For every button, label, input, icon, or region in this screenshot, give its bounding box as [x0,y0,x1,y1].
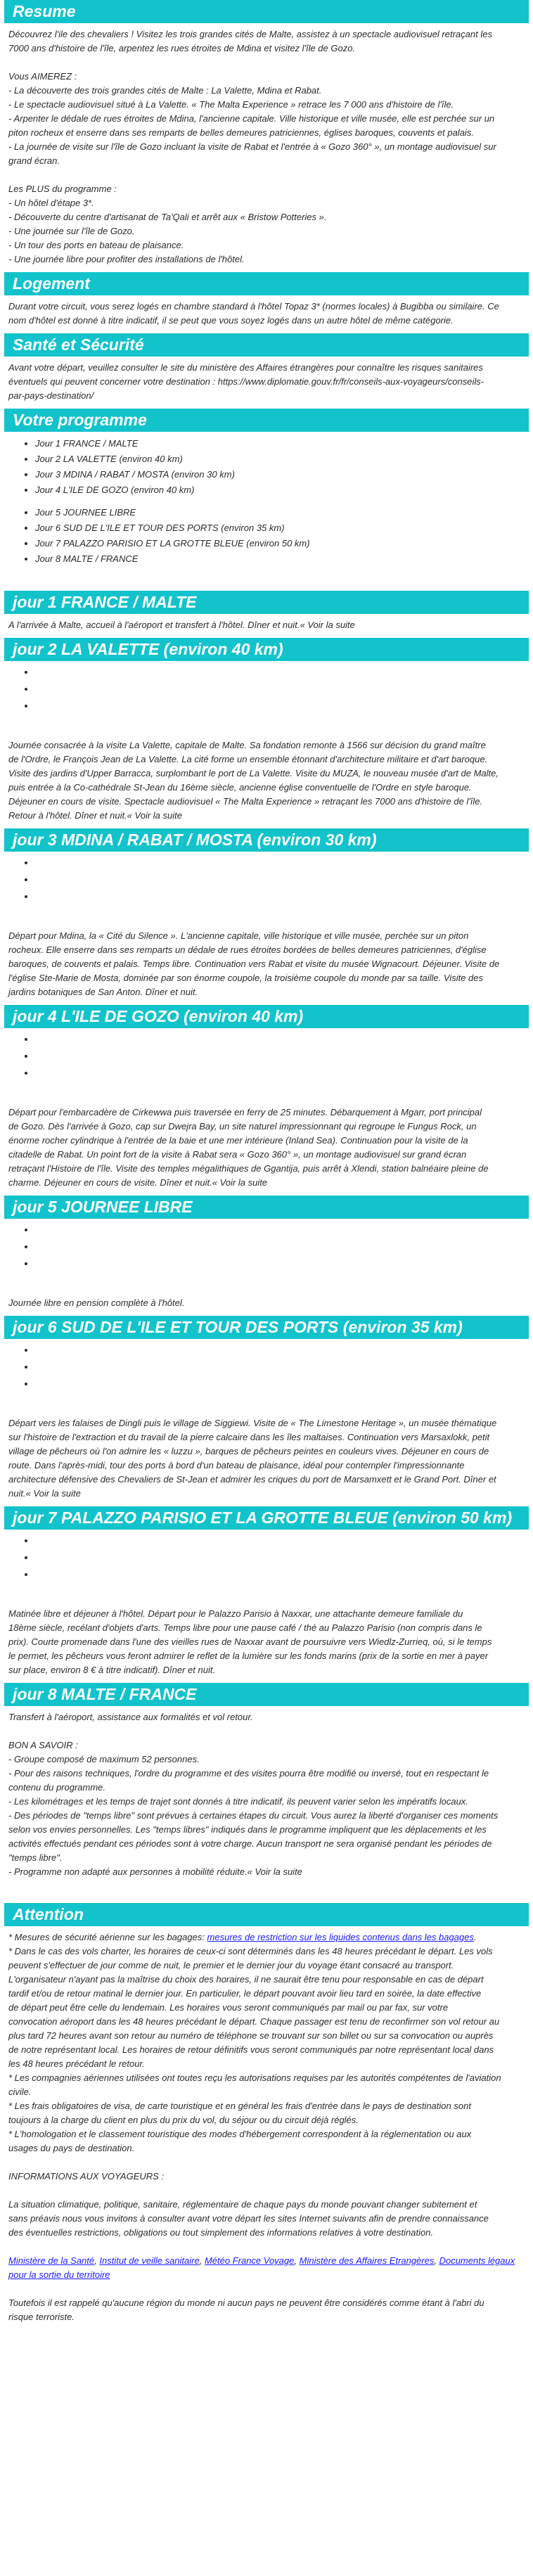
text-line: retraçant l'Histoire de l'île. Visite des temples mégalithiques de Ggantija, puis arrêt à Xlendi, station balnéaire pleine de [8,1163,489,1174]
day-title: jour 1 FRANCE / MALTE [4,591,529,614]
text-line: Matinée libre et déjeuner à l'hôtel. Départ pour le Palazzo Parisio à Naxxar, une attachante demeure familiale du [8,1608,463,1619]
text: . [473,1932,477,1942]
day-text [8,1106,525,1190]
day-title: jour 3 MDINA / RABAT / MOSTA (environ 30 km) [4,828,529,852]
section-programme [4,409,529,567]
links-line: Ministère de la Santé, Institut de veille sanitaire, Météo France Voyage, Ministère des Affaires Etrangères, Documents légaux pour la sortie du territoire [8,2255,515,2280]
text-line: - Un hôtel d'étape 3*. [8,198,94,208]
text-line: baroques, de couvents et palais. Temps libre. Continuation vers Rabat et visite du musée Wignacourt. Déjeuner. Visite de [8,959,500,969]
text-line: - La journée de visite sur l'île de Gozo incluant la visite de Rabat et l'entrée à « Gozo 360° », un montage audiovisuel sur [8,141,496,152]
text-line: * Dans le cas des vols charter, les horaires de ceux-ci sont déterminés dans les 48 heures précédant le départ. Les vols [8,1946,493,1956]
text-line: route. Dans l'après-midi, tour des ports à bord d'un bateau de plaisance, idéal pour contempler l'impressionnante [8,1460,465,1470]
text-line: Visite des jardins d'Upper Barracca, surplombant le port de La Valette. Visite du MUZA, le nouveau musée d'art de Malte, [8,768,499,778]
resume-text [8,27,525,267]
list-item [35,1551,529,1568]
section-title-programme: Votre programme [4,409,529,432]
text-line: - Une journée sur l'île de Gozo. [8,226,135,236]
list-item [35,1534,529,1551]
text-line: sur place, environ 8 € à titre indicatif). Dîner et nuit. [8,1665,216,1675]
text-line: A l'arrivée à Malte, accueil à l'aéroport et transfert à l'hôtel. Dîner et nuit.« Voir la suite [8,620,355,630]
section-jour-5 [4,1196,529,1310]
list-item [35,890,529,906]
list-item [35,1066,529,1083]
text-line: tardif et/ou de retour matinal le dernier jour. En particulier, le départ pouvant avoir lieu tard en soirée, la date effective [8,1988,482,1999]
text-line: - Des périodes de "temps libre" sont prévues à certaines étapes du circuit. Vous aurez la liberté d'organiser ces moments [8,1810,499,1821]
list-item [35,1343,529,1360]
list-item [35,873,529,890]
text-line: Journée libre en pension complète à l'hôtel. [8,1297,185,1308]
link-ministere-sante[interactable]: Ministère de la Santé [8,2255,95,2266]
attention-line-1 [8,1930,525,1944]
text-line: peuvent s'effectuer de jour comme de nuit, le premier et le dernier jour du voyage étant consacré au transport. [8,1960,454,1971]
text-line: les 48 heures précédant le retour. [8,2058,145,2069]
text-line: - Le spectacle audiovisuel situé à La Valette. « The Malta Experience » retrace les 7 000 ans d'histoire de l'île. [8,99,454,110]
text-line: risque terroriste. [8,2312,75,2322]
text-line: nom d'hôtel est donné à titre indicatif, il se peut que vous soyez logés dans un autre hôtel de même catégorie. [8,315,454,326]
text-line: sans préavis nous vous invitons à consulter avant votre départ les sites Internet suivants afin de prendre connaissance [8,2213,489,2224]
day-text [8,738,525,823]
attention-body [8,1944,525,2240]
list-item [35,1257,529,1274]
programme-item[interactable]: • Jour 3 MDINA / RABAT / MOSTA (environ 30 km) [35,467,529,482]
text-line: INFORMATIONS AUX VOYAGEURS : [8,2171,165,2181]
programme-item[interactable]: • Jour 8 MALTE / FRANCE [35,551,529,567]
text-line: L'organisateur n'ayant pas la maîtrise du choix des horaires, il ne saurait être tenu pour responsable en cas de départ [8,1974,484,1985]
section-jour-4 [4,1005,529,1190]
text-line: prix). Courte promenade dans l'une des vieilles rues de Naxxar avant de poursuivre vers Wiedlz-Zurrieq, où, si le temps [8,1636,492,1647]
text-line: "temps libre". [8,1852,63,1863]
empty-bullet-list [4,1343,529,1394]
text-line: - Découverte du centre d'artisanat de Ta'Qali et arrêt aux « Bristow Potteries ». [8,212,327,222]
text-line: Toutefois il est rappelé qu'aucune région du monde ni aucun pays ne peuvent être considérés comme étant à l'abri du [8,2298,484,2308]
programme-item[interactable]: • Jour 4 L'ILE DE GOZO (environ 40 km) [35,482,529,498]
text-line: de l'Ordre, le François Jean de La Valette. La cité forme un ensemble étonnant d'architecture militaire et d'art baroque. [8,754,488,764]
logement-text [8,300,525,328]
programme-list-1 [4,436,529,498]
text-line: grand écran. [8,155,60,166]
section-jour-3 [4,828,529,999]
empty-bullet-list [4,1223,529,1274]
list-item [35,1049,529,1066]
text-line: convocation aéroport dans les 48 heures précédant le départ. Chaque passager est tenu de reconfirmer son vol retour au [8,2016,500,2027]
text-line [8,168,525,182]
section-jour-7 [4,1506,529,1677]
text-line: 18ème siècle, recélant d'objets d'arts. Temps libre pour une pause café / thé au Palazzo Parisio (non compris dans le [8,1622,482,1633]
text-line: puis entrée à la Co-cathédrale St-Jean du 16ème siècle, ancienne église conventuelle de l'Ordre en style baroque. [8,782,472,793]
text-line: contenu du programme. [8,1782,106,1793]
text-line: de Gozo. Dès l'arrivée à Gozo, cap sur Dwejra Bay, un site naturel impressionnant qui regroupe le Fungus Rock, un [8,1121,477,1132]
list-item [35,1568,529,1584]
text-line: Déjeuner en cours de visite. Spectacle audiovisuel « The Malta Experience » retraçant les 7000 ans d'histoire de l'île. [8,796,483,807]
text-line: énorme rocher cylindrique à l'entrée de la baie et une mer intérieure (Inland Sea). Continuation pour la visite de la [8,1135,468,1146]
liquids-restriction-link[interactable]: mesures de restriction sur les liquides contenus dans les bagages [207,1932,474,1942]
section-title-resume: Resume [4,0,529,23]
text-line: - Une journée libre pour profiter des installations de l'hôtel. [8,254,245,264]
text-line: selon vos envies personnelles. Les "temps libres" indiqués dans le programme impliquent que les déplacements et les [8,1824,487,1835]
text-line: Journée consacrée à la visite La Valette, capitale de Malte. Sa fondation remonte à 1566 sur décision du grand maître [8,740,486,750]
text-line [8,2155,525,2170]
text-line: - Programme non adapté aux personnes à mobilité réduite.« Voir la suite [8,1866,302,1877]
text-line: * Les frais obligatoires de visa, de carte touristique et en général les frais d'entrée dans le pays de destination sont [8,2101,471,2111]
text-line: jardins botaniques de San Anton. Dîner et nuit. [8,987,198,997]
day-title: jour 5 JOURNEE LIBRE [4,1196,529,1219]
list-item [35,1377,529,1394]
text-line: - Un tour des ports en bateau de plaisance. [8,240,184,250]
text-line: usages du pays de destination. [8,2143,135,2153]
text-line: Retour à l'hôtel. Dîner et nuit.« Voir la suite [8,810,182,821]
day-text [8,1296,525,1310]
text-line: éventuels qui peuvent concerner votre destination : https://www.diplomatie.gouv.fr/fr/conseils-aux-voyageurs/conseils- [8,376,484,387]
text-line [8,1724,525,1738]
programme-item[interactable]: • Jour 7 PALAZZO PARISIO ET LA GROTTE BLEUE (environ 50 km) [35,536,529,551]
text-line: Découvrez l'ile des chevaliers ! Visitez les trois grandes cités de Malte, assistez à un spectacle audiovisuel retraçant les [8,29,492,39]
link-institut-veille-sanitaire[interactable]: Institut de veille sanitaire [99,2255,200,2266]
text-line: - Les kilométrages et les temps de trajet sont donnés à titre indicatif, ils peuvent varier selon les impératifs locaux. [8,1796,468,1807]
empty-bullet-list [4,856,529,906]
text-line: le permet, les pêcheurs vous feront admirer le reflet de la lumière sur les fonds marins (prix de la sortie en mer à payer [8,1651,489,1661]
day-text [8,1710,525,1879]
text: * Mesures de sécurité aérienne sur les bagages: [8,1932,207,1942]
section-sante [4,333,529,403]
text-line: charme. Déjeuner en cours de visite. Dîner et nuit.« Voir la suite [8,1177,268,1188]
attention-footer [8,2296,525,2324]
list-item [35,699,529,716]
text-line: des éventuelles restrictions, obligations ou tout simplement des informations relatives à votre destination. [8,2227,434,2238]
text-line: Durant votre circuit, vous serez logés en chambre standard à l'hôtel Topaz 3* (normes locales) à Bugibba ou similaire. Ce [8,301,499,312]
text-line [8,2184,525,2198]
text-line: rocheux. Elle enserre dans ses remparts un dédale de rues étroites bordées de belles demeures patriciennes, d'église [8,944,487,955]
text-line: sur l'histoire de l'extraction et du travail de la pierre calcaire dans les îles maltaises. Continuation vers Marsaxlokk, petit [8,1432,490,1442]
text-line: * Les compagnies aériennes utilisées ont toutes reçu les autorisations requises par les autorités compétentes de l'aviation [8,2072,501,2083]
sante-text [8,361,525,403]
text-line: - La découverte des trois grandes cités de Malte : La Valette, Mdina et Rabat. [8,85,322,96]
text-line: architecture défensive des Chevaliers de St-Jean et admirer les criques du port de Marsamxett et le Grand Port. Dîner et [8,1474,496,1485]
list-item [35,1223,529,1240]
text-line: citadelle de Rabat. Un point fort de la visite à Rabat sera « Gozo 360° », un montage audiovisuel sur grand écran [8,1149,467,1160]
section-title-logement: Logement [4,272,529,295]
day-text [8,618,525,632]
empty-bullet-list [4,1032,529,1083]
day-text [8,929,525,999]
text-line: plus tard 72 heures avant son retour au numéro de téléphone se trouvant sur son billet ou sur sa convocation ou auprès [8,2030,494,2041]
text-line: Départ pour l'embarcadère de Cirkewwa puis traversée en ferry de 25 minutes. Débarquement à Mgarr, port principal [8,1107,482,1117]
text-line: par-pays-destination/ [8,390,94,401]
text-line: Départ vers les falaises de Dingli puis le village de Siggiewi. Visite de « The Limestone Heritage », un musée thématique [8,1418,497,1428]
section-title-sante: Santé et Sécurité [4,333,529,357]
day-title: jour 2 LA VALETTE (environ 40 km) [4,638,529,661]
section-jour-6 [4,1316,529,1501]
day-title: jour 4 L'ILE DE GOZO (environ 40 km) [4,1005,529,1028]
list-item [35,1360,529,1377]
programme-item[interactable]: • Jour 5 JOURNEE LIBRE [35,505,529,520]
empty-bullet-list [4,1534,529,1584]
text-line: de départ peut être celle du lendemain. Les horaires vous seront communiqués par mail ou par fax, sur votre [8,2002,449,2013]
empty-bullet-list [4,665,529,716]
programme-item[interactable]: • Jour 6 SUD DE L'ILE ET TOUR DES PORTS (environ 35 km) [35,520,529,536]
section-jour-1 [4,591,529,632]
section-resume [4,0,529,267]
text-line [8,56,525,70]
section-title-attention: Attention [4,1903,529,1926]
day-title: jour 8 MALTE / FRANCE [4,1683,529,1706]
text-line: * L'homologation et le classement touristique des modes d'hébergement correspondent à la réglementation ou aux [8,2129,472,2139]
programme-item[interactable]: • Jour 1 FRANCE / MALTE [35,436,529,451]
link-meteo-france[interactable]: Météo France Voyage [204,2255,295,2266]
text-line: Vous AIMEREZ : [8,71,77,82]
text-line: piton rocheux et enserre dans ses remparts de belles demeures patriciennes, églises baroques, couvents et palais. [8,127,474,138]
text-line: l'église Ste-Marie de Mosta, dominée par son énorme coupole, la troisième coupole du monde par sa taille. Visite des [8,973,483,983]
text-line: Les PLUS du programme : [8,184,117,194]
day-title: jour 7 PALAZZO PARISIO ET LA GROTTE BLEUE (environ 50 km) [4,1506,529,1530]
list-item [35,665,529,682]
list-item [35,1240,529,1257]
text-line: La situation climatique, politique, sanitaire, réglementaire de chaque pays du monde pouvant changer subitement et [8,2199,477,2210]
day-text [8,1416,525,1501]
attention-text [8,1930,525,2324]
text-line: activités effectués pendant ces périodes sont à votre charge. Aucun transport ne sera organisé pendant les périodes de [8,1838,492,1849]
text-line: 7000 ans d'histoire de l'île, arpentez les rues étroites de Mdina et visitez l'île de Gozo. [8,43,356,53]
text-line: de notre représentant local. Les horaires de retour définitifs vous seront communiqués par notre représentant local dans [8,2044,494,2055]
section-jour-2 [4,638,529,823]
list-item [35,1032,529,1049]
text-line: Départ pour Mdina, la « Cité du Silence ». L'ancienne capitale, ville historique et ville musée, perchée sur un piton [8,930,469,941]
programme-item[interactable]: • Jour 2 LA VALETTE (environ 40 km) [35,451,529,467]
section-attention [4,1903,529,2324]
section-jour-8 [4,1683,529,1879]
text-line: toujours à la charge du client en plus du prix du vol, du séjour ou du circuit déjà réglés. [8,2115,359,2125]
list-item [35,856,529,873]
text-line: Transfert à l'aéroport, assistance aux formalités et vol retour. [8,1712,253,1722]
day-text [8,1607,525,1677]
text-line: BON A SAVOIR : [8,1740,78,1750]
link-documents-legaux[interactable]: Documents légaux pour la sortie du territoire [8,2255,515,2280]
link-affaires-etrangeres[interactable]: Ministère des Affaires Etrangères [299,2255,435,2266]
text-line: Avant votre départ, veuillez consulter le site du ministère des Affaires étrangères pour connaître les risques sanitaires [8,362,483,373]
text-line: civile. [8,2087,32,2097]
programme-list-2 [4,505,529,567]
day-title: jour 6 SUD DE L'ILE ET TOUR DES PORTS (environ 35 km) [4,1316,529,1339]
section-logement [4,272,529,328]
text-line: nuit.« Voir la suite [8,1488,81,1499]
list-item [35,682,529,699]
text-line: - Arpenter le dédale de rues étroites de Mdina, l'ancienne capitale. Ville historique et ville musée, elle est perchée sur un [8,113,495,124]
text-line: - Groupe composé de maximum 52 personnes. [8,1754,200,1764]
text-line: - Pour des raisons techniques, l'ordre du programme et des visites pourra être modifié ou inversé, tout en respectant le [8,1768,489,1779]
text-line: village de pêcheurs où l'on admire les « luzzu », barques de pêcheurs peintes en couleurs vives. Déjeuner en cours de [8,1446,489,1456]
